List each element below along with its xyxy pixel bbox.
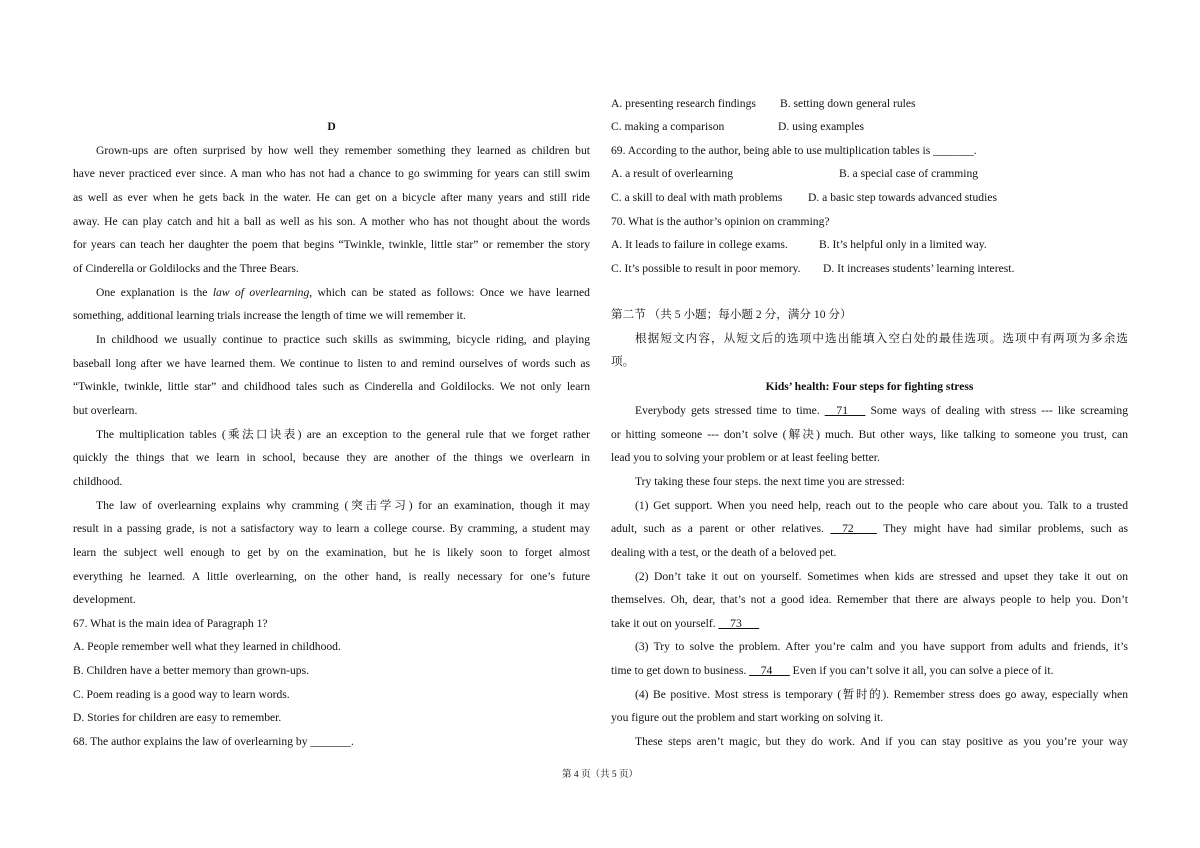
passage-line: you figure out the problem and start working on solving it. (611, 711, 884, 724)
passage-line: (3) Try to solve the problem. After you’re calm and you have support from adults and friends, it’s (635, 640, 1128, 653)
blank-72: __72____ (830, 522, 877, 535)
passage-line: something, additional learning trials increase the length of time we will remember it. (73, 309, 466, 322)
q69-options-row (611, 189, 1128, 207)
passage-line: lead you to solving your problem or at least feeling better. (611, 451, 880, 464)
section-title: 第二节 （共 5 小题；每小题 2 分，满分 10 分） (611, 308, 852, 321)
passage-line: One explanation is the law of overlearning, which can be stated as follows: Once we have learned (96, 286, 590, 299)
q69-options-row (611, 165, 1128, 183)
passage-line: themselves. Oh, dear, that’s not a good idea. Remember that there are always people to help you. Don’t (611, 593, 1128, 606)
passage-line: development. (73, 593, 136, 606)
q67-option-c: C. Poem reading is a good way to learn words. (73, 688, 290, 701)
blank-71: __71___ (824, 404, 866, 417)
passage-line: or hitting someone --- don’t solve (解决) much. But other ways, like talking to someone you trust, can (611, 428, 1128, 441)
passage-line: (2) Don’t take it out on yourself. Sometimes when kids are stressed and upset they take it out on (635, 570, 1128, 583)
passage-line: dealing with a test, or the death of a beloved pet. (611, 546, 837, 559)
passage-line: The law of overlearning explains why cramming (突击学习) for an examination, though it may (96, 499, 590, 512)
q67-option-a: A. People remember well what they learned in childhood. (73, 640, 341, 653)
q68-option-a: A. presenting research findings (611, 97, 756, 110)
instructions-line: 根据短文内容，从短文后的选项中选出能填入空白处的最佳选项。选项中有两项为多余选 (635, 332, 1128, 345)
passage-line: These steps aren’t magic, but they do work. And if you can stay positive as you you’re your way (635, 735, 1128, 748)
q70-option-a: A. It leads to failure in college exams. (611, 238, 788, 251)
passage-line: everything he learned. A little overlearning, on the other hand, is really necessary for one’s future (73, 570, 590, 583)
passage-line: quickly the things that we learn in school, because they are another of the things we overlearn in (73, 451, 590, 464)
blank-73: __73___ (718, 617, 760, 630)
question-70: 70. What is the author’s opinion on cramming? (611, 215, 830, 228)
q68-option-b: B. setting down general rules (780, 97, 916, 110)
blank-74: __74___ (749, 664, 790, 677)
question-69: 69. According to the author, being able to use multiplication tables is _______. (611, 144, 977, 157)
passage-line: learn the subject well enough to get by on the examination, but he is likely soon to forget almost (73, 546, 590, 559)
law-of-overlearning-term: law of overlearning (212, 286, 310, 299)
q70-option-c: C. It’s possible to result in poor memory. (611, 262, 801, 275)
question-67: 67. What is the main idea of Paragraph 1? (73, 617, 268, 630)
q68-options-row (611, 95, 1128, 113)
passage-line: “Twinkle, twinkle, little star” and childhood tales such as Cinderella and Goldilocks. We not only learn (73, 380, 590, 393)
passage-line: childhood. (73, 475, 123, 488)
passage-line: In childhood we usually continue to practice such skills as swimming, bicycle riding, and playing (96, 333, 590, 346)
q67-option-b: B. Children have a better memory than grown-ups. (73, 664, 310, 677)
passage-line: adult, such as a parent or other relatives. __72____ They might have had similar problems, such as (611, 522, 1128, 535)
passage-line: but overlearn. (73, 404, 138, 417)
q70-option-d: D. It increases students’ learning interest. (823, 262, 1015, 275)
passage-heading: D (327, 120, 336, 133)
q68-option-d: D. using examples (778, 120, 864, 133)
passage-line: The multiplication tables (乘法口诀表) are an exception to the general rule that we forget rather (96, 428, 590, 441)
q68-option-c: C. making a comparison (611, 120, 725, 133)
passage-line: take it out on yourself. __73___ (611, 617, 760, 630)
q67-option-d: D. Stories for children are easy to remember. (73, 711, 282, 724)
passage-title: Kids’ health: Four steps for fighting stress (765, 380, 974, 393)
q70-options-row (611, 236, 1128, 254)
passage-line: for years can teach her daughter the poem that begins “Twinkle, twinkle, little star” or remember the story (73, 238, 590, 251)
passage-line: of Cinderella or Goldilocks and the Three Bears. (73, 262, 299, 275)
q69-option-d: D. a basic step towards advanced studies (808, 191, 997, 204)
q68-options-row (611, 118, 1128, 136)
passage-line: away. He can play catch and hit a ball as well as his son. A mother who has not thought about the words (73, 215, 590, 228)
page-footer: 第 4 页（共 5 页） (561, 770, 638, 780)
passage-line: Grown-ups are often surprised by how well they remember something they learned as children but (96, 144, 590, 157)
q70-option-b: B. It’s helpful only in a limited way. (819, 238, 987, 251)
passage-line: Everybody gets stressed time to time. __71___ Some ways of dealing with stress --- like screaming (635, 404, 1128, 417)
passage-line: result in a passing grade, is not a satisfactory way to learn a college course. By cramming, a student may (73, 522, 590, 535)
q69-option-c: C. a skill to deal with math problems (611, 191, 783, 204)
passage-line: as well as ever when he gets back in the water. He can get on a bicycle after many years and still ride (73, 191, 590, 204)
passage-line: time to get down to business. __74___ Even if you can’t solve it all, you can solve a piece of it. (611, 664, 1054, 677)
passage-line: (4) Be positive. Most stress is temporary (暂时的). Remember stress does go away, especially when (635, 688, 1128, 701)
passage-line: Try taking these four steps. the next time you are stressed: (635, 475, 905, 488)
passage-line: baseball long after we have learned them. We continue to listen to and remind ourselves of words such as (73, 357, 590, 370)
q69-option-b: B. a special case of cramming (839, 167, 979, 180)
q69-option-a: A. a result of overlearning (611, 167, 734, 180)
passage-line: have never practiced ever since. A man who has not had a chance to go swimming for years can still swim (73, 167, 590, 180)
instructions-line: 项。 (611, 355, 635, 368)
question-68: 68. The author explains the law of overlearning by _______. (73, 735, 354, 748)
passage-line: (1) Get support. When you need help, reach out to the people who care about you. Talk to a trusted (635, 499, 1128, 512)
q70-options-row (611, 260, 1128, 278)
